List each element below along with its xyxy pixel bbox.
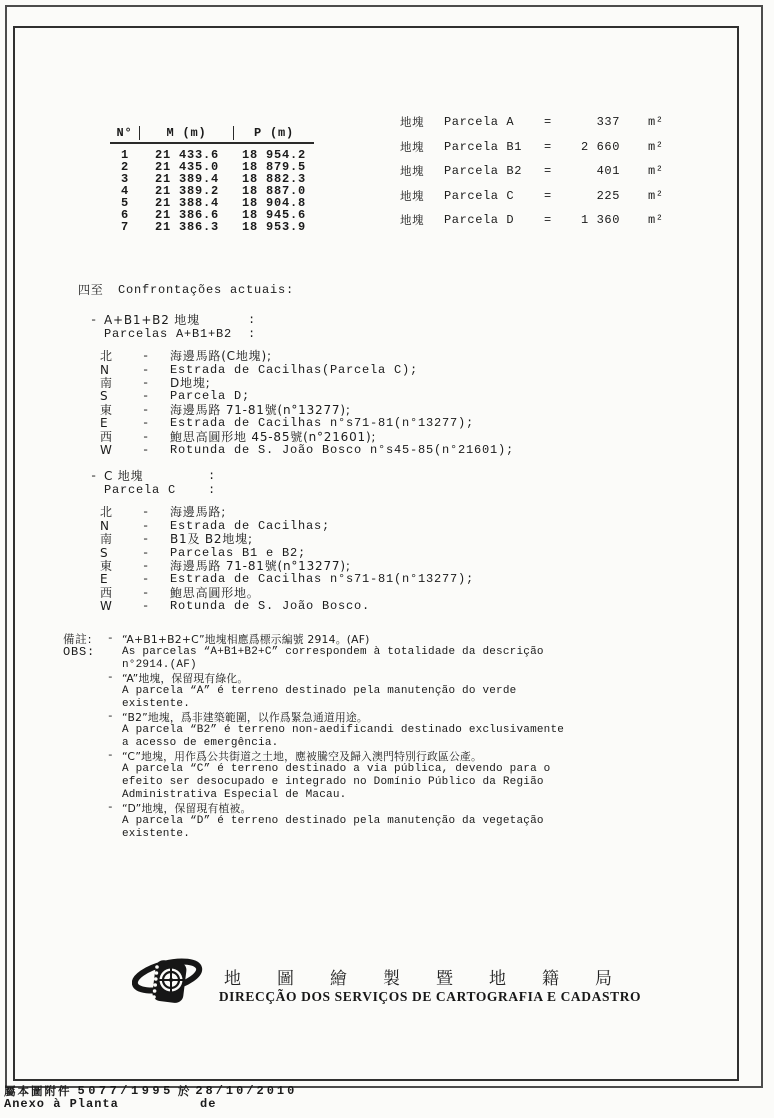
confrontation-entry: E - Estrada de Cacilhas n°s71-81(n°13277);: [100, 572, 475, 587]
table-row: 4 21 389.2 18 887.0: [120, 184, 306, 198]
obs-item: - “C”地塊，用作爲公共街道之土地，應被騰空及歸入澳門特別行政區公產。 A parcela “C” é terreno destinado a via pública, devendo para o efeito ser desocupado e integrado no Domínio Público da Região Administrativa Especial de Macau.: [107, 750, 551, 801]
confrontations-heading: 四至 Confrontações actuais:: [78, 283, 295, 297]
parcel-area-row: 地塊 Parcela A = 337 m²: [400, 111, 664, 136]
col-header-p: P (m): [253, 126, 294, 140]
obs-label-pt: OBS:: [63, 645, 96, 659]
coordinates-table: [110, 126, 314, 233]
obs-item: - “A+B1+B2+C”地塊相應爲標示編號 2914。(AF) As parcelas “A+B1+B2+C” correspondem à totalidade da descrição n°2914.(AF): [107, 633, 544, 671]
confrontations-section: [78, 284, 514, 614]
parcel-cjk-label: 地塊: [400, 188, 425, 203]
coordinates-table-header: [110, 126, 314, 144]
col-header-n: N°: [110, 126, 140, 140]
parcel-areas-list: [400, 111, 664, 234]
table-row: 1 21 433.6 18 954.2: [120, 148, 306, 162]
confrontation-entry: 南 - B1及 B2地塊;: [100, 532, 253, 547]
coordinates-table-body: [110, 149, 314, 233]
obs-label-cjk: 備註:: [63, 632, 93, 646]
obs-item: - “A”地塊，保留現有綠化。 A parcela “A” é terreno destinado pela manutenção do verde existente.: [107, 672, 517, 710]
confrontation-group-c: - C 地塊 : Parcela C : 北 - 海邊馬路; N - Estrada de Cacilhas; 南 - B1及 B2地塊; S - Parcelas B1 e B2; 東 - 海邊馬路 71-81號(n°13277); E - Estrada de Cacilhas n°s71-81(n°13277); 西 - 鮑思高圓形地。 W - Rotunda de S. João Bosco.: [78, 470, 514, 613]
parcel-cjk-label: 地塊: [400, 115, 425, 129]
confrontation-entry: 北 - 海邊馬路(C地塊);: [100, 349, 272, 364]
confrontation-entry: S - Parcela D;: [100, 389, 251, 404]
date-prefix-pt: de: [200, 1096, 217, 1111]
agency-footer: [0, 952, 774, 1022]
table-row: 7 21 386.3 18 953.9: [120, 220, 306, 234]
table-row: 2 21 435.0 18 879.5: [120, 160, 306, 174]
annex-date: 28/10/2010: [195, 1084, 298, 1098]
confrontation-entry: W - Rotunda de S. João Bosco.: [100, 599, 371, 614]
parcel-area-row: 地塊 Parcela B1 = 2 660 m²: [400, 136, 664, 161]
obs-item: - “D”地塊，保留現有植被。 A parcela “D” é terreno destinado pela manutenção da vegetação existente.: [107, 802, 544, 840]
confrontation-entry: 西 - 鮑思高圓形地。: [100, 585, 260, 600]
parcel-area-row: 地塊 Parcela C = 225 m²: [400, 185, 664, 210]
confrontation-entry: 南 - D地塊;: [100, 376, 211, 391]
confrontation-entry: N - Estrada de Cacilhas;: [100, 518, 331, 533]
confrontation-entry: E - Estrada de Cacilhas n°s71-81(n°13277);: [100, 416, 475, 431]
parcel-area-row: 地塊 Parcela B2 = 401 m²: [400, 160, 664, 185]
obs-item: - “B2”地塊，爲非建築範圍，以作爲緊急通道用途。 A parcela “B2” é terreno non-aedificandi destinado exclusivamente a acesso de emergência.: [107, 711, 565, 749]
observations-section: [63, 633, 564, 841]
date-prefix-cjk: 於: [177, 1084, 191, 1098]
col-header-m: M (m): [140, 126, 234, 140]
group-title-pt: Parcelas A+B1+B2: [104, 326, 233, 341]
table-row: 3 21 389.4 18 882.3: [120, 172, 306, 186]
bottom-annotation: [4, 1085, 297, 1110]
group-title-cjk: C 地塊: [104, 469, 144, 484]
confrontation-entry: N - Estrada de Cacilhas(Parcela C);: [100, 362, 419, 377]
parcel-cjk-label: 地塊: [400, 139, 425, 154]
confrontation-entry: 北 - 海邊馬路;: [100, 505, 227, 520]
parcel-cjk-label: 地塊: [400, 164, 425, 178]
confrontation-entry: S - Parcelas B1 e B2;: [100, 545, 307, 560]
annex-label-pt: Anexo à Planta: [4, 1096, 119, 1111]
group-title-pt: Parcela C: [104, 482, 177, 497]
confrontation-entry: 東 - 海邊馬路 71-81號(n°13277);: [100, 558, 351, 573]
table-row: 5 21 388.4 18 904.8: [120, 196, 306, 210]
agency-name-cjk: 地圖繪製暨地籍局: [224, 969, 648, 989]
confrontation-entry: 西 - 鮑思高圓形地 45-85號(n°21601);: [100, 429, 377, 444]
confrontation-group-a-b1-b2: - A+B1+B2 地塊 : Parcelas A+B1+B2 : 北 - 海邊馬路(C地塊); N - Estrada de Cacilhas(Parcela C); 南 - D地塊; S - Parcela D; 東 - 海邊馬路 71-81號(n°13277); E - Estrada de Cacilhas n°s71-81(n°13277); 西 - 鮑思高圓形地 45-85號(n°21601); W - Rotunda de S. João Bosco n°s45-85(n°21601);: [90, 313, 515, 458]
confrontation-entry: 東 - 海邊馬路 71-81號(n°13277);: [100, 402, 351, 417]
table-row: 6 21 386.6 18 945.6: [120, 208, 306, 222]
group-title-cjk: A+B1+B2 地塊: [104, 313, 200, 328]
obs-labels: [63, 633, 95, 659]
parcel-area-row: 地塊 Parcela D = 1 360 m²: [400, 209, 664, 234]
annex-label-cjk: 屬本圖附件: [4, 1084, 72, 1098]
confrontation-entry: W - Rotunda de S. João Bosco n°s45-85(n°21601);: [100, 443, 515, 458]
agency-name-pt: DIRECÇÃO DOS SERVIÇOS DE CARTOGRAFIA E CADASTRO: [218, 989, 642, 1004]
plan-number: 5077/1995: [77, 1084, 174, 1098]
parcel-cjk-label: 地塊: [400, 213, 425, 227]
